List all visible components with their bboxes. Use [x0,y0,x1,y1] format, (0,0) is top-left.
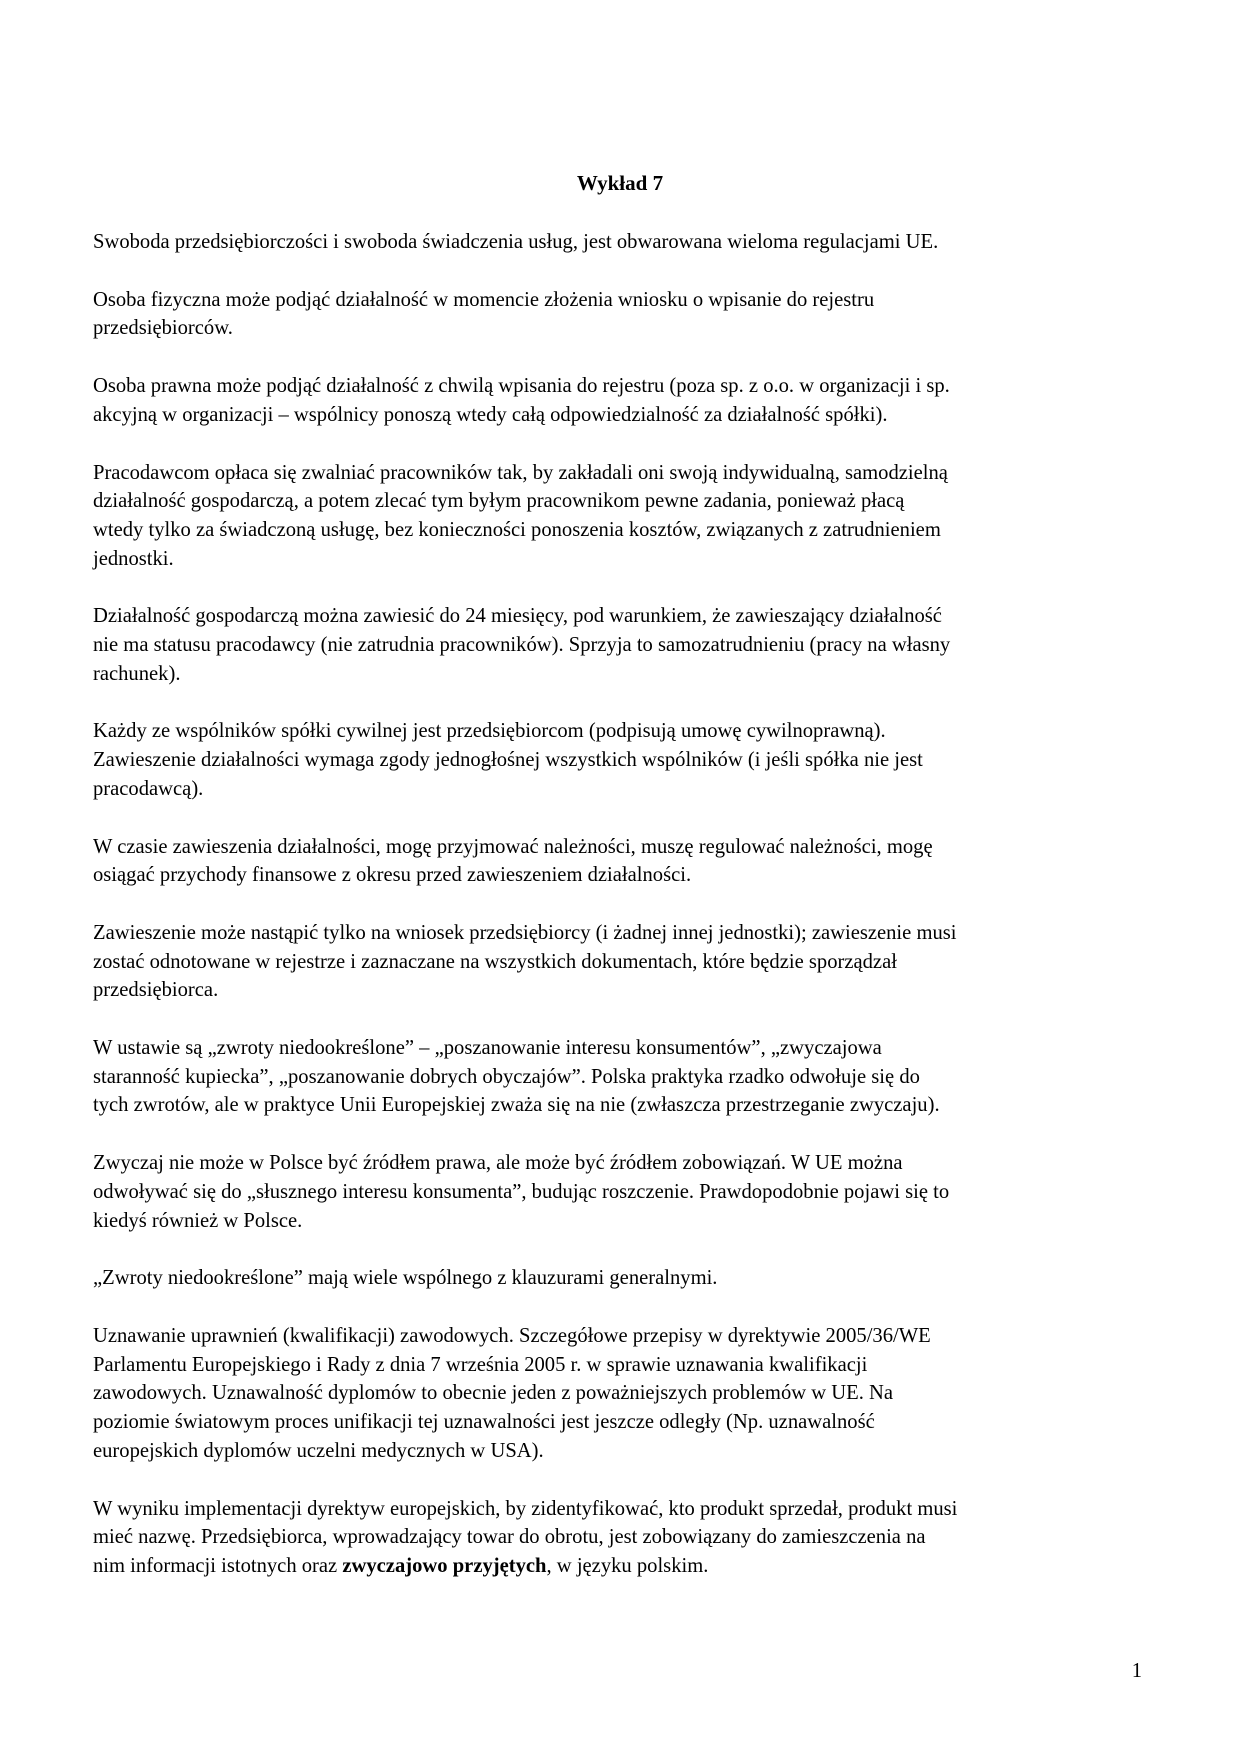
paragraph-3: Osoba prawna może podjąć działalność z chwilą wpisania do rejestru (poza sp. z o.o. w organizacji i sp. akcyjną w organizacji – wspólnicy ponoszą wtedy całą odpowiedzialność za działalność spółki). [93,375,950,426]
paragraph-13-text-after: , w języku polskim. [546,1554,709,1577]
document-body [93,228,1153,1610]
paragraph-9: W ustawie są „zwroty niedookreślone” – „poszanowanie interesu konsumentów”, „zwyczajowa staranność kupiecka”, „poszanowanie dobrych obyczajów”. Polska praktyka rzadko odwołuje się do tych zwrotów, ale w praktyce Unii Europejskiej zważa się na nie (zwłaszcza przestrzeganie zwyczaju). [93,1037,940,1117]
paragraph-12: Uznawanie uprawnień (kwalifikacji) zawodowych. Szczegółowe przepisy w dyrektywie 2005/36/WE Parlamentu Europejskiego i Rady z dnia 7 września 2005 r. w sprawie uznawania kwalifikacji zawodowych. Uznawalność dyplomów to obecnie jeden z poważniejszych problemów w UE. Na poziomie światowym proces unifikacji tej uznawalności jest jeszcze odległy (Np. uznawalność europejskich dyplomów uczelni medycznych w USA). [93,1324,931,1462]
paragraph-11: „Zwroty niedookreślone” mają wiele wspólnego z klauzurami generalnymi. [93,1267,718,1290]
paragraph-2: Osoba fizyczna może podjąć działalność w momencie złożenia wniosku o wpisanie do rejestru przedsiębiorców. [93,288,875,340]
paragraph-13-text-before: W wyniku implementacji dyrektyw europejskich, by zidentyfikować, kto produkt sprzedał, produkt musi mieć nazwę. Przedsiębiorca, wprowadzający towar do obrotu, jest zobowiązany do zamieszczenia na nim informacji istotnych oraz [93,1497,958,1577]
paragraph-6: Każdy ze wspólników spółki cywilnej jest przedsiębiorcom (podpisują umowę cywilnoprawną). Zawieszenie działalności wymaga zgody jednogłośnej wszystkich wspólników (i jeśli spółka nie jest pracodawcą). [93,720,923,800]
paragraph-7: W czasie zawieszenia działalności, mogę przyjmować należności, muszę regulować należności, mogę osiągać przychody finansowe z okresu przed zawieszeniem działalności. [93,835,933,887]
paragraph-10: Zwyczaj nie może w Polsce być źródłem prawa, ale może być źródłem zobowiązań. W UE można odwoływać się do „słusznego interesu konsumenta”, budując roszczenie. Prawdopodobnie pojawi się to kiedyś również w Polsce. [93,1152,950,1232]
emphasized-phrase: zwyczajowo przyjętych [342,1554,547,1577]
page-number: 1 [1131,1660,1142,1682]
paragraph-5: Działalność gospodarczą można zawiesić do 24 miesięcy, pod warunkiem, że zawieszający działalność nie ma statusu pracodawcy (nie zatrudnia pracowników). Sprzyja to samozatrudnieniu (pracy na własny rachunek). [93,605,951,685]
paragraph-1: Swoboda przedsiębiorczości i swoboda świadczenia usług, jest obwarowana wieloma regulacjami UE. [93,231,939,253]
document-title: Wykład 7 [576,171,664,195]
paragraph-4: Pracodawcom opłaca się zwalniać pracowników tak, by zakładali oni swoją indywidualną, samodzielną działalność gospodarczą, a potem zlecać tym byłym pracownikom pewne zadania, ponieważ płacą wtedy tylko za świadczoną usługę, bez konieczności ponoszenia kosztów, związanych z zatrudnieniem jednostki. [93,461,948,570]
paragraph-8: Zawieszenie może nastąpić tylko na wniosek przedsiębiorcy (i żadnej innej jednostki); zawieszenie musi zostać odnotowane w rejestrze i zaznaczane na wszystkich dokumentach, które będzie sporządzał przedsiębiorca. [93,921,957,1002]
paragraph-13 [93,1495,1153,1581]
